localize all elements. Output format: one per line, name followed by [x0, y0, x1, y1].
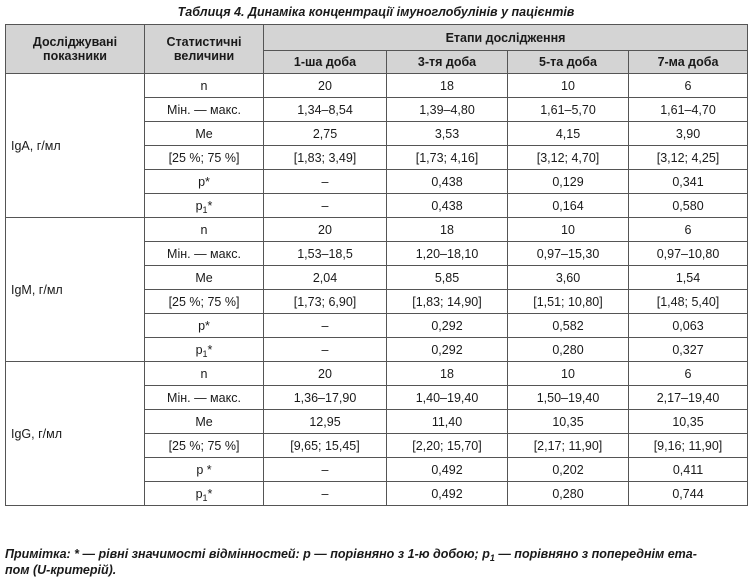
value-cell: 3,90 — [629, 122, 748, 146]
stat-suffix: * — [207, 486, 213, 501]
value-cell: 1,54 — [629, 266, 748, 290]
value-cell: – — [264, 194, 387, 218]
stat-cell — [145, 266, 264, 290]
value-cell: 6 — [629, 362, 748, 386]
value-cell: 11,40 — [387, 410, 508, 434]
value-cell: 20 — [264, 74, 387, 98]
value-cell: 18 — [387, 362, 508, 386]
value-cell: 18 — [387, 74, 508, 98]
stat-cell — [145, 482, 264, 506]
value-cell: 4,15 — [508, 122, 629, 146]
value-cell: 1,39–4,80 — [387, 98, 508, 122]
stat-cell — [145, 386, 264, 410]
value-cell: 12,95 — [264, 410, 387, 434]
value-cell: [2,17; 11,90] — [508, 434, 629, 458]
header-stage-1: 1-ша доба — [264, 51, 387, 74]
value-cell: [1,83; 14,90] — [387, 290, 508, 314]
header-stage-4: 7-ма доба — [629, 51, 748, 74]
value-cell: [3,12; 4,70] — [508, 146, 629, 170]
stat-cell — [145, 98, 264, 122]
value-cell: 0,280 — [508, 482, 629, 506]
value-cell: 3,53 — [387, 122, 508, 146]
value-cell: 1,53–18,5 — [264, 242, 387, 266]
value-cell: [3,12; 4,25] — [629, 146, 748, 170]
value-cell: 0,202 — [508, 458, 629, 482]
stat-label: p — [195, 198, 203, 213]
value-cell: 0,129 — [508, 170, 629, 194]
stat-cell — [145, 434, 264, 458]
stat-label: p * — [196, 462, 212, 477]
value-cell: 6 — [629, 218, 748, 242]
value-cell: 0,292 — [387, 314, 508, 338]
value-cell: – — [264, 338, 387, 362]
table-body — [6, 74, 748, 506]
value-cell: – — [264, 170, 387, 194]
value-cell: 1,36–17,90 — [264, 386, 387, 410]
table-row — [6, 362, 748, 386]
stat-cell — [145, 290, 264, 314]
value-cell: [1,73; 4,16] — [387, 146, 508, 170]
value-cell: 0,438 — [387, 194, 508, 218]
header-indicator: Досліджувані показники — [6, 25, 145, 74]
stat-subscript: 1 — [202, 492, 208, 503]
stat-cell — [145, 170, 264, 194]
stat-label: n — [200, 78, 208, 93]
stat-label: [25 %; 75 %] — [168, 294, 240, 309]
value-cell: – — [264, 482, 387, 506]
note-text-b: — порівняно з попереднім ета- — [494, 547, 697, 561]
stat-label: [25 %; 75 %] — [168, 150, 240, 165]
stat-label: Мін. — макс. — [167, 102, 241, 117]
indicator-cell: IgM, г/мл — [6, 218, 145, 362]
stat-suffix: * — [207, 342, 213, 357]
value-cell: 10,35 — [508, 410, 629, 434]
value-cell: [1,51; 10,80] — [508, 290, 629, 314]
value-cell: 18 — [387, 218, 508, 242]
indicator-cell: IgA, г/мл — [6, 74, 145, 218]
stat-cell — [145, 314, 264, 338]
table-row — [6, 218, 748, 242]
value-cell: 20 — [264, 218, 387, 242]
value-cell: 10,35 — [629, 410, 748, 434]
value-cell: 1,50–19,40 — [508, 386, 629, 410]
value-cell: 0,063 — [629, 314, 748, 338]
value-cell: 0,97–10,80 — [629, 242, 748, 266]
value-cell: [2,20; 15,70] — [387, 434, 508, 458]
stat-cell — [145, 338, 264, 362]
stat-label: Me — [195, 270, 213, 285]
stat-cell — [145, 122, 264, 146]
stat-subscript: 1 — [202, 204, 208, 215]
value-cell: 0,97–15,30 — [508, 242, 629, 266]
stat-cell — [145, 194, 264, 218]
immunoglobulin-table — [5, 24, 748, 506]
stat-subscript: 1 — [202, 348, 208, 359]
value-cell: 2,75 — [264, 122, 387, 146]
value-cell: 0,411 — [629, 458, 748, 482]
value-cell: 10 — [508, 74, 629, 98]
stat-cell — [145, 74, 264, 98]
value-cell: – — [264, 458, 387, 482]
stat-label: Мін. — макс. — [167, 246, 241, 261]
table-note — [5, 546, 747, 578]
value-cell: 0,438 — [387, 170, 508, 194]
value-cell: 1,61–5,70 — [508, 98, 629, 122]
note-text-a: Примітка: * — рівні значимості відмінностей: p — порівняно з 1-ю добою; p — [5, 547, 490, 561]
value-cell: 0,582 — [508, 314, 629, 338]
stat-cell — [145, 410, 264, 434]
value-cell: [1,48; 5,40] — [629, 290, 748, 314]
header-stage-3: 5-та доба — [508, 51, 629, 74]
stat-label: Me — [195, 126, 213, 141]
note-sub: 1 — [489, 553, 495, 563]
value-cell: 1,61–4,70 — [629, 98, 748, 122]
value-cell: 0,492 — [387, 458, 508, 482]
stat-cell — [145, 458, 264, 482]
value-cell: 0,164 — [508, 194, 629, 218]
stat-label: n — [200, 222, 208, 237]
value-cell: [1,83; 3,49] — [264, 146, 387, 170]
value-cell: – — [264, 314, 387, 338]
value-cell: 1,34–8,54 — [264, 98, 387, 122]
value-cell: 2,04 — [264, 266, 387, 290]
value-cell: 1,20–18,10 — [387, 242, 508, 266]
stat-cell — [145, 146, 264, 170]
stat-label: p — [195, 342, 203, 357]
value-cell: 0,341 — [629, 170, 748, 194]
stat-label: p* — [198, 174, 210, 189]
indicator-cell: IgG, г/мл — [6, 362, 145, 506]
value-cell: 0,327 — [629, 338, 748, 362]
value-cell: [9,16; 11,90] — [629, 434, 748, 458]
value-cell: 20 — [264, 362, 387, 386]
value-cell: 0,744 — [629, 482, 748, 506]
value-cell: 5,85 — [387, 266, 508, 290]
header-stages: Етапи дослідження — [264, 25, 748, 51]
value-cell: 3,60 — [508, 266, 629, 290]
value-cell: 0,492 — [387, 482, 508, 506]
value-cell: 10 — [508, 362, 629, 386]
stat-label: p — [195, 486, 203, 501]
value-cell: 0,280 — [508, 338, 629, 362]
table-caption: Таблиця 4. Динаміка концентрації імуноглобулінів у пацієнтів — [177, 5, 575, 19]
stat-cell — [145, 242, 264, 266]
stat-label: Me — [195, 414, 213, 429]
note-text-c: пом (U-критерій). — [5, 563, 117, 577]
value-cell: [9,65; 15,45] — [264, 434, 387, 458]
value-cell: 1,40–19,40 — [387, 386, 508, 410]
stat-cell — [145, 362, 264, 386]
stat-label: p* — [198, 318, 210, 333]
value-cell: 2,17–19,40 — [629, 386, 748, 410]
value-cell: 6 — [629, 74, 748, 98]
value-cell: [1,73; 6,90] — [264, 290, 387, 314]
stat-label: n — [200, 366, 208, 381]
stat-cell — [145, 218, 264, 242]
table-row — [6, 74, 748, 98]
value-cell: 10 — [508, 218, 629, 242]
header-stage-2: 3-тя доба — [387, 51, 508, 74]
header-stat: Статистичні величини — [145, 25, 264, 74]
value-cell: 0,580 — [629, 194, 748, 218]
stat-suffix: * — [207, 198, 213, 213]
value-cell: 0,292 — [387, 338, 508, 362]
stat-label: Мін. — макс. — [167, 390, 241, 405]
stat-label: [25 %; 75 %] — [168, 438, 240, 453]
